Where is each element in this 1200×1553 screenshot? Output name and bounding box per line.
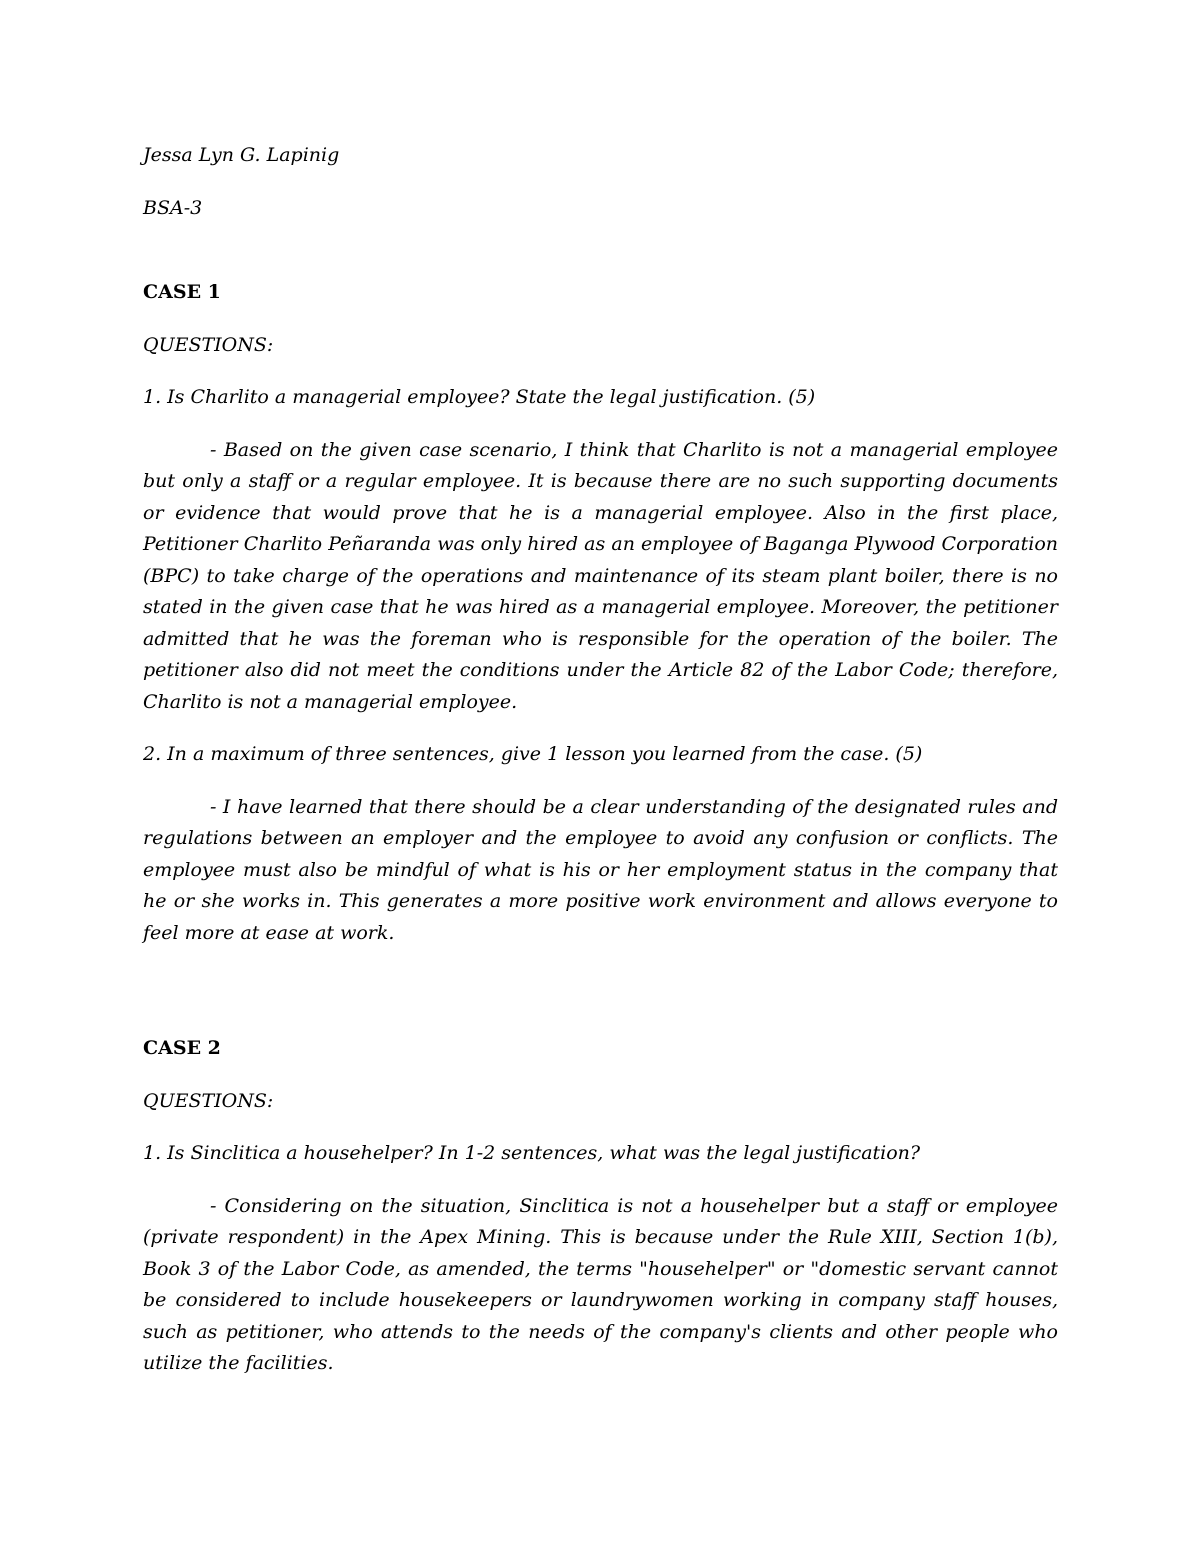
case1-answer-1: - Based on the given case scenario, I think that Charlito is not a managerial employee but only a staff or a regular employee. It is because there are no such supporting documents or evidence that would prove that he is a managerial employee. Also in the first place, Petitioner Charlito Peñaranda was only hired as an employee of Baganga Plywood Corporation (BPC) to take charge of the operations and maintenance of its steam plant boiler, there is no stated in the given case that he was hired as a managerial employee. Moreover, the petitioner admitted that he was the foreman who is responsible for the operation of the boiler. The petitioner also did not meet the conditions under the Article 82 of the Labor Code; therefore, Charlito is not a managerial employee. <box>143 438 1058 713</box>
case1-answer-2: - I have learned that there should be a clear understanding of the designated rules and regulations between an employer and the employee to avoid any confusion or conflicts. The employee must also be mindful of what is his or her employment status in the company that he or she works in. This generates a more positive work environment and allows everyone to feel more at ease at work. <box>143 795 1058 944</box>
case1-question-1: 1. Is Charlito a managerial employee? State the legal justification. (5) <box>143 386 816 408</box>
case1-heading: CASE 1 <box>143 281 221 303</box>
author-name: Jessa Lyn G. Lapinig <box>143 144 340 166</box>
document-page <box>143 140 1058 1380</box>
case2-answer-1: - Considering on the situation, Sinclitica is not a househelper but a staff or employee (private respondent) in the Apex Mining. This is because under the Rule XIII, Section 1(b), Book 3 of the Labor Code, as amended, the terms "househelper" or "domestic servant cannot be considered to include housekeepers or laundrywomen working in company staff houses, such as petitioner, who attends to the needs of the company's clients and other people who utilize the facilities. <box>143 1194 1058 1374</box>
case1-questions-label: QUESTIONS: <box>143 333 274 356</box>
course-label: BSA-3 <box>143 196 203 219</box>
case2-question-1: 1. Is Sinclitica a househelper? In 1-2 sentences, what was the legal justification? <box>143 1142 921 1164</box>
case1-question-2: 2. In a maximum of three sentences, give 1 lesson you learned from the case. (5) <box>143 743 923 765</box>
case2-questions-label: QUESTIONS: <box>143 1089 274 1112</box>
case2-heading: CASE 2 <box>143 1037 221 1059</box>
